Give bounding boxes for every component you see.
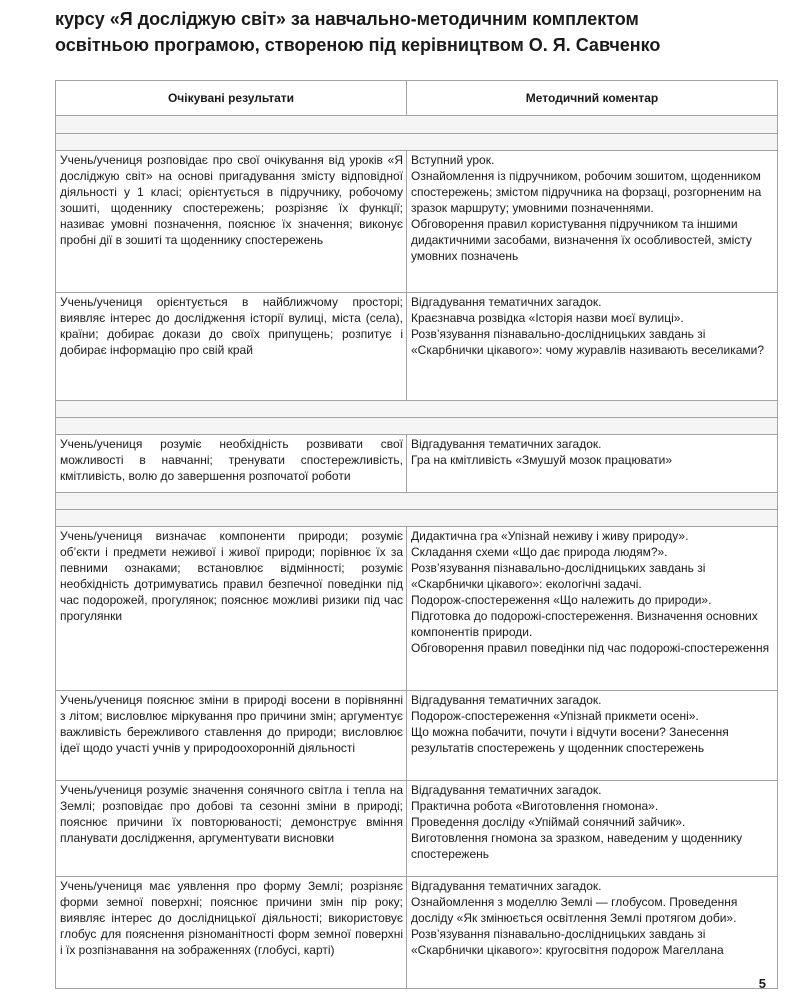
section-band <box>56 401 778 418</box>
comment-line: Підготовка до подорожі-спостереження. Визначення основних компонентів природи. <box>411 609 758 639</box>
table-row <box>56 527 778 691</box>
curriculum-table <box>55 80 778 989</box>
comment-cell <box>407 293 778 401</box>
page-title-line-1: курсу «Я досліджую світ» за навчально-методичним комплектом <box>55 9 639 29</box>
comment-line: Обговорення правил користування підручником та іншими дидактичними засобами, визначення їх особливостей, змісту умовних позначень <box>411 217 752 263</box>
comment-line: Відгадування тематичних загадок. <box>411 783 602 797</box>
comment-line: Розв’язування пізнавально-дослідницьких завдань зі «Скарбнички цікавого»: кругосвітня подорож Магеллана <box>411 927 724 957</box>
page-title-line-2: освітньою програмою, створеною під керівництвом О. Я. Савченко <box>55 35 661 55</box>
table-row <box>56 293 778 401</box>
page-number: 5 <box>758 976 766 991</box>
comment-line: Проведення досліду «Упіймай сонячний зайчик». <box>411 815 686 829</box>
page-title <box>55 6 775 58</box>
comment-line: Гра на кмітливість «Змушуй мозок працювати» <box>411 453 672 467</box>
comment-line: Ознайомлення із підручником, робочим зошитом, щоденником спостережень; змістом підручника на форзаці, розгорненим на зразок маршруту; умовними позначеннями. <box>411 169 762 215</box>
table-row <box>56 691 778 781</box>
comment-line: Розв’язування пізнавально-дослідницьких завдань зі «Скарбнички цікавого»: екологічні задачі. <box>411 561 706 591</box>
result-cell: Учень/учениця має уявлення про форму Землі; розрізняє форми земної поверхні; пояснює причини змін пір року; виявляє інтерес до дослідницької діяльності; використовує глобус для пояснення різноманітності форм земної поверхні і їх розпізнавання на зображеннях (глобусі, карті) <box>56 877 407 989</box>
comment-line: Дидактична гра «Упізнай неживу і живу природу». <box>411 529 689 543</box>
table-header-row <box>56 81 778 116</box>
comment-line: Відгадування тематичних загадок. <box>411 879 602 893</box>
comment-cell <box>407 151 778 293</box>
section-band <box>56 418 778 435</box>
comment-line: Розв’язування пізнавально-дослідницьких завдань зі «Скарбнички цікавого»: чому журавлів називають веселиками? <box>411 327 765 357</box>
comment-line: Обговорення правил поведінки під час подорожі-спостереження <box>411 641 770 655</box>
comment-line: Вступний урок. <box>411 153 495 167</box>
table-row <box>56 877 778 989</box>
comment-line: Відгадування тематичних загадок. <box>411 437 602 451</box>
section-band <box>56 493 778 510</box>
comment-line: Практична робота «Виготовлення гномона». <box>411 799 659 813</box>
result-cell: Учень/учениця визначає компоненти природи; розуміє об’єкти і предмети неживої і живої природи; порівнює їх за певними ознаками; встановлює відмінності; розуміє необхідність дотримуватись правил безпечної поведінки під час подорожей, прогулянок; пояснює можливі ризики під час прогулянки <box>56 527 407 691</box>
table-row <box>56 781 778 877</box>
comment-cell <box>407 527 778 691</box>
comment-line: Що можна побачити, почути і відчути восени? Занесення результатів спостережень у щоденник спостережень <box>411 725 729 755</box>
result-cell: Учень/учениця орієнтується в найближчому просторі; виявляє інтерес до дослідження історії вулиці, міста (села), країни; добирає докази до своїх припущень; розпитує і добирає інформацію про свій край <box>56 293 407 401</box>
result-cell: Учень/учениця розуміє значення сонячного світла і тепла на Землі; розповідає про добові та сезонні зміни в природі; пояснює причини їх повторюваності; демонструє вміння планувати дослідження, аргументувати висновки <box>56 781 407 877</box>
result-cell: Учень/учениця пояснює зміни в природі восени в порівнянні з літом; висловлює міркування про причини змін; аргументує важливість бережливого ставлення до природи; висловлює ідеї щодо участі учнів у природоохоронній діяльності <box>56 691 407 781</box>
header-method-comment: Методичний коментар <box>407 81 778 116</box>
section-band <box>56 134 778 151</box>
result-cell: Учень/учениця розуміє необхідність розвивати свої можливості в навчанні; тренувати спостережливість, кмітливість, волю до завершення розпочатої роботи <box>56 435 407 493</box>
comment-line: Відгадування тематичних загадок. <box>411 693 602 707</box>
comment-line: Виготовлення гномона за зразком, наведеним у щоденнику спостережень <box>411 831 743 861</box>
comment-cell <box>407 691 778 781</box>
section-band <box>56 510 778 527</box>
comment-cell <box>407 781 778 877</box>
header-expected-results: Очікувані результати <box>56 81 407 116</box>
section-band <box>56 116 778 134</box>
comment-line: Відгадування тематичних загадок. <box>411 295 602 309</box>
comment-line: Краєзнавча розвідка «Історія назви моєї вулиці». <box>411 311 684 325</box>
table-row <box>56 435 778 493</box>
table-row <box>56 151 778 293</box>
comment-cell <box>407 435 778 493</box>
comment-line: Подорож-спостереження «Упізнай прикмети осені». <box>411 709 699 723</box>
result-cell: Учень/учениця розповідає про свої очікування від уроків «Я досліджую світ» на основі пригадування змісту відповідної діяльності у 1 класі; орієнтується в підручнику, робочому зошиті, щоденнику спостережень; розрізняє їх функції; називає умовні позначення, пояснює їх значення; виконує пробні дії в зошиті та щоденнику спостережень <box>56 151 407 293</box>
comment-cell <box>407 877 778 989</box>
comment-line: Складання схеми «Що дає природа людям?». <box>411 545 668 559</box>
comment-line: Ознайомлення з моделлю Землі — глобусом. Проведення досліду «Як змінюється освітлення Землі протягом доби». <box>411 895 738 925</box>
comment-line: Подорож-спостереження «Що належить до природи». <box>411 593 712 607</box>
